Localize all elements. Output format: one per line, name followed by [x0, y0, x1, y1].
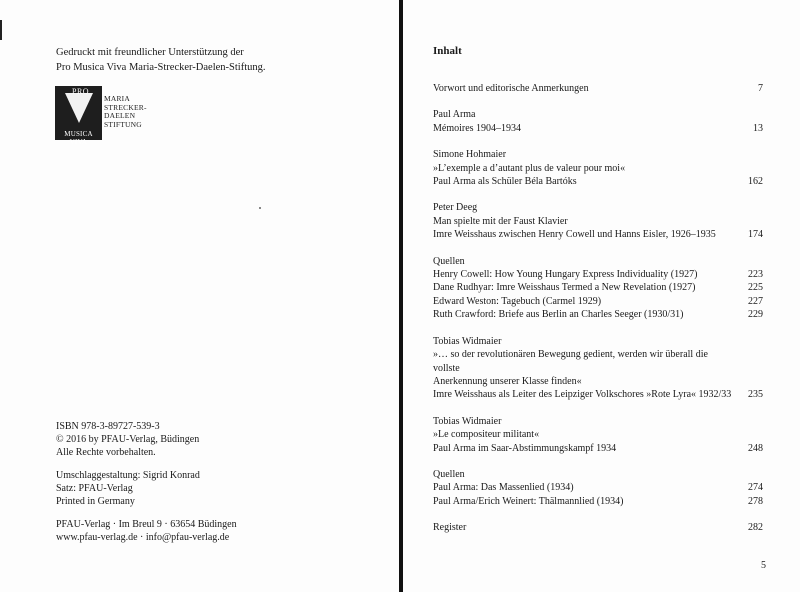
toc-page-number: 174 [748, 229, 763, 241]
toc-author: Tobias Widmaier [433, 335, 502, 347]
toc-line: Mémoires 1904–1934 [433, 122, 522, 134]
logo-triangle [65, 93, 93, 123]
toc-entry [433, 295, 763, 308]
credit-line: Gedruckt mit freundlicher Unterstützung der [56, 47, 244, 58]
toc-entry [433, 201, 763, 241]
imprint-line: PFAU-Verlag · Im Breul 9 · 63654 Büdingen [56, 519, 237, 530]
imprint-line: © 2016 by PFAU-Verlag, Büdingen [56, 434, 200, 445]
toc-page-number: 278 [748, 495, 763, 507]
toc-line: »… so der revolutionären Bewegung gedient, werden wir überall die vollste [433, 349, 708, 374]
toc-line: Henry Cowell: How Young Hungary Express Individuality (1927) [433, 269, 698, 281]
toc-line: Ruth Crawford: Briefe aus Berlin an Charles Seeger (1930/31) [433, 309, 684, 321]
toc-entry [433, 308, 763, 321]
toc-author: Paul Arma [433, 109, 476, 121]
imprint-line: ISBN 978-3-89727-539-3 [56, 421, 160, 432]
page-edge-mark [0, 20, 2, 40]
toc-entry [433, 415, 763, 455]
toc-entry [433, 481, 763, 494]
imprint-line: Printed in Germany [56, 496, 135, 507]
page-number: 5 [761, 560, 766, 571]
imprint-line: Alle Rechte vorbehalten. [56, 447, 156, 458]
logo-side-text [104, 95, 147, 129]
toc-page-number: 13 [753, 122, 763, 134]
toc-entry [433, 281, 763, 294]
logo-side-line: DAELEN [104, 111, 136, 120]
imprint-line: Umschlaggestaltung: Sigrid Konrad [56, 470, 200, 481]
toc-entry [433, 148, 763, 188]
toc-page-number: 162 [748, 176, 763, 188]
imprint-line: www.pfau-verlag.de · info@pfau-verlag.de [56, 532, 230, 543]
toc-line: Paul Arma/Erich Weinert: Thälmannlied (1934) [433, 495, 624, 507]
right-page [403, 0, 800, 592]
sponsor-credit [56, 45, 266, 75]
logo-side-line: STRECKER- [104, 102, 147, 112]
toc-line: Vorwort und editorische Anmerkungen [433, 83, 589, 94]
toc-line: Imre Weisshaus zwischen Henry Cowell und Hanns Eisler, 1926–1935 [433, 229, 716, 241]
toc-section-heading: Quellen [433, 468, 465, 480]
toc-page-number: 7 [758, 83, 763, 94]
toc-entry [433, 335, 763, 402]
toc-line: Anerkennung unserer Klasse finden« [433, 375, 582, 387]
toc-page-number: 225 [748, 282, 763, 294]
toc-section-heading: Quellen [433, 255, 465, 267]
toc-entry [433, 108, 763, 135]
toc-page-number: 227 [748, 295, 763, 307]
imprint-line: Satz: PFAU-Verlag [56, 483, 133, 494]
toc-line: Edward Weston: Tagebuch (Carmel 1929) [433, 295, 602, 307]
toc-author: Simone Hohmaier [433, 149, 507, 161]
toc-line: Man spielte mit der Faust Klavier [433, 215, 568, 227]
imprint-block [56, 420, 237, 544]
toc-line: Dane Rudhyar: Imre Weisshaus Termed a New Revelation (1927) [433, 282, 696, 294]
logo-text-bottom: MUSICA VIVA [64, 130, 93, 146]
toc-line: Paul Arma als Schüler Béla Bartóks [433, 176, 577, 188]
toc-entry [433, 82, 763, 95]
logo-text-top: PRO [72, 87, 90, 96]
toc-author: Tobias Widmaier [433, 415, 502, 427]
toc-line: Paul Arma im Saar-Abstimmungskampf 1934 [433, 442, 617, 454]
toc-page-number: 235 [748, 389, 763, 401]
toc-page-number: 223 [748, 269, 763, 281]
toc-entry [433, 521, 763, 534]
toc-title: Inhalt [433, 45, 462, 57]
scan-speck [259, 207, 261, 209]
pro-musica-viva-logo [55, 86, 145, 144]
toc-line: Imre Weisshaus als Leiter des Leipziger Volkschores »Rote Lyra« 1932/33 [433, 389, 732, 401]
toc-line: Paul Arma: Das Massenlied (1934) [433, 482, 574, 494]
toc-line: Register [433, 522, 467, 534]
toc-page-number: 248 [748, 442, 763, 454]
toc-entry [433, 268, 763, 281]
toc-line: »Le compositeur militant« [433, 429, 540, 441]
logo-side-line: MARIA [104, 94, 131, 103]
table-of-contents [433, 82, 763, 535]
toc-page-number: 282 [748, 522, 763, 534]
logo-side-line: STIFTUNG [104, 119, 142, 129]
toc-page-number: 274 [748, 482, 763, 494]
toc-page-number: 229 [748, 309, 763, 321]
toc-line: »L’exemple a d’autant plus de valeur pour moi« [433, 162, 626, 174]
toc-author: Peter Deeg [433, 202, 478, 214]
credit-line: Pro Musica Viva Maria-Strecker-Daelen-Stiftung. [56, 62, 266, 73]
toc-entry [433, 495, 763, 508]
